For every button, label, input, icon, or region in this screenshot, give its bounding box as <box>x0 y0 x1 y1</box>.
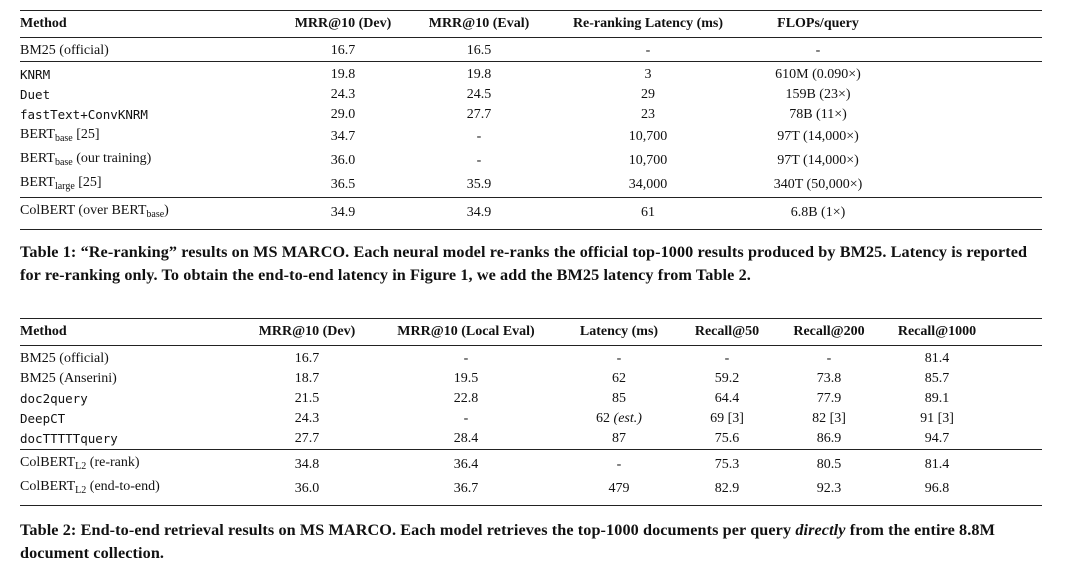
reranking-results-table <box>20 10 1042 230</box>
value-cell: - <box>815 43 821 58</box>
value-cell: 479 <box>560 477 678 506</box>
value-cell: - <box>476 129 482 144</box>
value-cell: - <box>724 351 730 366</box>
value-cell: 18.7 <box>294 371 320 386</box>
value-cell: - <box>616 351 622 366</box>
value-cell: 81.4 <box>924 351 950 366</box>
table-row <box>20 85 1042 105</box>
value-cell: - <box>560 450 678 478</box>
value-cell: 78B (11×) <box>789 107 847 122</box>
value-cell: - <box>476 153 482 168</box>
value-cell: 34.9 <box>276 198 410 230</box>
value-cell: 80.5 <box>776 450 882 478</box>
value-cell: 23 <box>641 107 655 122</box>
value-cell: 36.4 <box>372 450 560 478</box>
value-cell: 24.3 <box>294 411 320 426</box>
value-cell: 91 [3] <box>920 411 954 426</box>
value-cell: 96.8 <box>882 477 992 506</box>
value-cell: 19.8 <box>276 62 410 86</box>
method-cell: ColBERT (over $BERT_{base}$) <box>20 198 276 230</box>
method-cell: BM25 (Anserini) <box>20 371 117 386</box>
table-2-caption: Table 2: End-to-end retrieval results on MS MARCO. Each model retrieves the top-1000 documents per query directly from the entire 8.8M document collection. <box>20 521 995 562</box>
value-cell: - <box>463 351 469 366</box>
table-row <box>20 477 1042 506</box>
value-cell: 75.6 <box>714 431 740 446</box>
column-header-flops: FLOPs/query <box>777 16 859 31</box>
value-cell: 97T (14,000×) <box>777 153 859 168</box>
value-cell: 97T (14,000×) <box>777 129 859 144</box>
table-row <box>20 105 1042 125</box>
value-cell: - <box>826 351 832 366</box>
table-row <box>20 429 1042 450</box>
value-cell: 87 <box>612 431 626 446</box>
value-cell: 81.4 <box>882 450 992 478</box>
table-1-caption: Table 1: “Re-ranking” results on MS MARCO. Each neural model re-ranks the official top-1000 results produced by BM25. Latency is reported for re-ranking only. To obtain the end-to-end latency in Figure 1, we add the BM25 latency from Table 2. <box>20 243 1028 284</box>
value-cell: 10,700 <box>628 153 668 168</box>
value-cell: 92.3 <box>776 477 882 506</box>
column-header-method: Method <box>20 16 67 31</box>
method-cell: BM25 (official) <box>20 43 109 58</box>
value-cell: 3 <box>548 62 748 86</box>
value-cell: 6.8B (1×) <box>748 198 888 230</box>
value-cell: 73.8 <box>816 371 842 386</box>
value-cell: 22.8 <box>453 391 479 406</box>
value-cell: 21.5 <box>294 391 320 406</box>
value-cell: 340T (50,000×) <box>773 177 863 192</box>
method-cell: $BERT_{large}$ [25] <box>20 175 102 192</box>
value-cell: 34,000 <box>628 177 668 192</box>
table-header-row <box>20 11 1042 38</box>
value-cell: 36.0 <box>242 477 372 506</box>
method-cell: Duet <box>20 87 51 102</box>
value-cell: 29 <box>641 87 655 102</box>
method-cell: ColBERT$_{L2}$ (end-to-end) <box>20 477 242 506</box>
table-row <box>20 125 1042 149</box>
method-cell: $BERT_{base}$ [25] <box>20 127 100 144</box>
value-cell: 85.7 <box>924 371 950 386</box>
value-cell: 24.3 <box>330 87 356 102</box>
table-row <box>20 149 1042 173</box>
column-header-mrr-dev: MRR@10 (Dev) <box>258 324 356 339</box>
value-cell: 85 <box>612 391 626 406</box>
table-row <box>20 38 1042 62</box>
value-cell: 35.9 <box>466 177 492 192</box>
table-row <box>20 173 1042 198</box>
value-cell: 36.0 <box>330 153 356 168</box>
method-cell: DeepCT <box>20 411 66 426</box>
table-row <box>20 346 1042 370</box>
column-header-latency: Re-ranking Latency (ms) <box>572 16 724 31</box>
value-cell: 82 [3] <box>812 411 846 426</box>
method-cell: fastText+ConvKNRM <box>20 107 148 122</box>
value-cell: 27.7 <box>466 107 492 122</box>
column-header-method: Method <box>20 324 67 339</box>
value-cell: 159B (23×) <box>785 87 851 102</box>
method-cell: doc2query <box>20 391 88 406</box>
value-cell: 34.9 <box>410 198 548 230</box>
column-header-mrr-dev: MRR@10 (Dev) <box>294 16 392 31</box>
value-cell: 16.5 <box>466 43 492 58</box>
value-cell: 36.5 <box>330 177 356 192</box>
value-cell: 89.1 <box>924 391 950 406</box>
method-cell: KNRM <box>20 62 276 86</box>
value-cell: 69 [3] <box>710 411 744 426</box>
value-cell: 77.9 <box>816 391 842 406</box>
value-cell: 82.9 <box>678 477 776 506</box>
table-row <box>20 450 1042 478</box>
value-cell: 34.7 <box>330 129 356 144</box>
table-row <box>20 198 1042 230</box>
table-header-row <box>20 319 1042 346</box>
value-cell: 86.9 <box>816 431 842 446</box>
value-cell: 36.7 <box>372 477 560 506</box>
value-cell: 34.8 <box>242 450 372 478</box>
method-cell: BM25 (official) <box>20 351 109 366</box>
value-cell: 19.8 <box>410 62 548 86</box>
value-cell: 16.7 <box>294 351 320 366</box>
column-header-recall-200: Recall@200 <box>793 324 865 339</box>
table-row <box>20 369 1042 389</box>
value-cell: 59.2 <box>714 371 740 386</box>
method-cell: docTTTTTquery <box>20 431 118 446</box>
column-header-recall-1000: Recall@1000 <box>897 324 977 339</box>
value-cell: 28.4 <box>453 431 479 446</box>
end-to-end-results-table <box>20 318 1042 506</box>
value-cell: 94.7 <box>924 431 950 446</box>
value-cell: 29.0 <box>330 107 356 122</box>
value-cell: - <box>463 411 469 426</box>
value-cell: 16.7 <box>330 43 356 58</box>
value-cell: 19.5 <box>453 371 479 386</box>
value-cell: 61 <box>548 198 748 230</box>
value-cell: 62 <box>612 371 626 386</box>
value-cell: 10,700 <box>628 129 668 144</box>
table-row <box>20 409 1042 429</box>
column-header-latency: Latency (ms) <box>579 324 659 339</box>
value-cell: 75.3 <box>678 450 776 478</box>
value-cell: 610M (0.090×) <box>748 62 888 86</box>
column-header-recall-50: Recall@50 <box>694 324 760 339</box>
value-cell: - <box>645 43 651 58</box>
value-cell: 62 (est.) <box>596 411 642 426</box>
method-cell: $BERT_{base}$ (our training) <box>20 151 152 168</box>
table-row <box>20 62 1042 86</box>
value-cell: 24.5 <box>466 87 492 102</box>
column-header-mrr-local-eval: MRR@10 (Local Eval) <box>397 324 535 339</box>
method-cell: ColBERT$_{L2}$ (re-rank) <box>20 450 242 478</box>
value-cell: 64.4 <box>714 391 740 406</box>
value-cell: 27.7 <box>294 431 320 446</box>
table-row <box>20 389 1042 409</box>
column-header-mrr-eval: MRR@10 (Eval) <box>428 16 530 31</box>
